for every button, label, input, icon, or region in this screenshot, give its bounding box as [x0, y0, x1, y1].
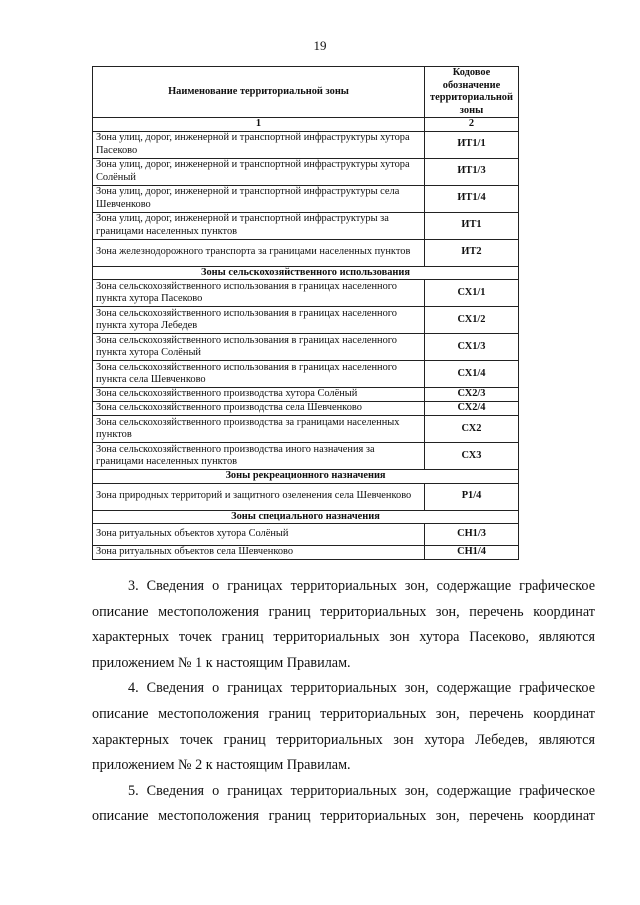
paragraph-4: 4. Сведения о границах территориальных зон, содержащие графическое описание местоположения границ территориальных зон, перечень координат характерных точек границ территориальных зон хутора Лебедев, являются приложением № 2 к настоящим Правилам. — [92, 680, 595, 774]
table-row — [93, 131, 519, 158]
zone-name-cell: Зона улиц, дорог, инженерной и транспортной инфраструктуры села Шевченково — [93, 185, 425, 212]
zone-name-cell: Зона сельскохозяйственного производства села Шевченково — [93, 402, 425, 416]
zone-name-cell: Зона ритуальных объектов хутора Солёный — [93, 524, 425, 546]
zone-name-cell: Зона сельскохозяйственного использования в границах населенного пункта хутора Лебедев — [93, 307, 425, 334]
zone-name-cell: Зона природных территорий и защитного озеленения села Шевченково — [93, 483, 425, 510]
table-row — [93, 416, 519, 443]
zone-code-cell: СХ2/4 — [425, 402, 519, 416]
header-zone-code: Кодовое обозначение территориальной зоны — [425, 67, 519, 118]
table-row — [93, 546, 519, 560]
table-row — [93, 388, 519, 402]
section-header-row — [93, 266, 519, 280]
body-text — [92, 574, 595, 830]
zone-code-cell: ИТ1/1 — [425, 131, 519, 158]
zone-code-cell: ИТ2 — [425, 239, 519, 266]
section-title: Зоны рекреационного назначения — [93, 470, 519, 484]
zone-code-cell: СХ2/3 — [425, 388, 519, 402]
table-row — [93, 334, 519, 361]
column-number-2: 2 — [425, 118, 519, 132]
zone-code-cell: ИТ1/4 — [425, 185, 519, 212]
zone-code-cell: Р1/4 — [425, 483, 519, 510]
table-row — [93, 239, 519, 266]
zone-name-cell: Зона железнодорожного транспорта за границами населенных пунктов — [93, 239, 425, 266]
section-title: Зоны сельскохозяйственного использования — [93, 266, 519, 280]
zone-code-cell: СХ1/3 — [425, 334, 519, 361]
territorial-zones-table — [92, 66, 519, 560]
zone-code-cell: СХ1/2 — [425, 307, 519, 334]
column-number-1: 1 — [93, 118, 425, 132]
page-number: 19 — [313, 38, 327, 53]
column-number-row — [93, 118, 519, 132]
header-zone-name: Наименование территориальной зоны — [93, 67, 425, 118]
table-row — [93, 280, 519, 307]
zone-name-cell: Зона сельскохозяйственного производства за границами населенных пунктов — [93, 416, 425, 443]
zone-name-cell: Зона сельскохозяйственного производства хутора Солёный — [93, 388, 425, 402]
zone-code-cell: ИТ1/3 — [425, 158, 519, 185]
table-row — [93, 483, 519, 510]
zone-name-cell: Зона сельскохозяйственного производства иного назначения за границами населенных пунктов — [93, 443, 425, 470]
table-row — [93, 361, 519, 388]
section-header-row — [93, 510, 519, 524]
table-row — [93, 307, 519, 334]
paragraph-3: 3. Сведения о границах территориальных зон, содержащие графическое описание местоположения границ территориальных зон, перечень координат характерных точек границ территориальных зон хутора Пасеково, являются приложением № 1 к настоящим Правилам. — [92, 578, 595, 671]
zone-name-cell: Зона улиц, дорог, инженерной и транспортной инфраструктуры хутора Пасеково — [93, 131, 425, 158]
table-row — [93, 402, 519, 416]
zone-code-cell: СН1/4 — [425, 546, 519, 560]
zone-name-cell: Зона ритуальных объектов села Шевченково — [93, 546, 425, 560]
table-row — [93, 185, 519, 212]
zone-name-cell: Зона сельскохозяйственного использования в границах населенного пункта хутора Пасеково — [93, 280, 425, 307]
zone-code-cell: ИТ1 — [425, 212, 519, 239]
section-header-row — [93, 470, 519, 484]
table-row — [93, 524, 519, 546]
paragraph-5: 5. Сведения о границах территориальных зон, содержащие графическое описание местоположения границ территориальных зон, перечень координат — [92, 782, 595, 825]
zone-code-cell: СХ1/4 — [425, 361, 519, 388]
zone-code-cell: СХ2 — [425, 416, 519, 443]
zone-name-cell: Зона улиц, дорог, инженерной и транспортной инфраструктуры хутора Солёный — [93, 158, 425, 185]
table-row — [93, 443, 519, 470]
zone-name-cell: Зона сельскохозяйственного использования в границах населенного пункта хутора Солёный — [93, 334, 425, 361]
zone-code-cell: СХ1/1 — [425, 280, 519, 307]
zone-code-cell: СХ3 — [425, 443, 519, 470]
table-row — [93, 158, 519, 185]
table-row — [93, 212, 519, 239]
zone-name-cell: Зона сельскохозяйственного использования в границах населенного пункта села Шевченково — [93, 361, 425, 388]
zone-name-cell: Зона улиц, дорог, инженерной и транспортной инфраструктуры за границами населенных пунктов — [93, 212, 425, 239]
section-title: Зоны специального назначения — [93, 510, 519, 524]
zone-code-cell: СН1/3 — [425, 524, 519, 546]
table-header-row — [93, 67, 519, 118]
